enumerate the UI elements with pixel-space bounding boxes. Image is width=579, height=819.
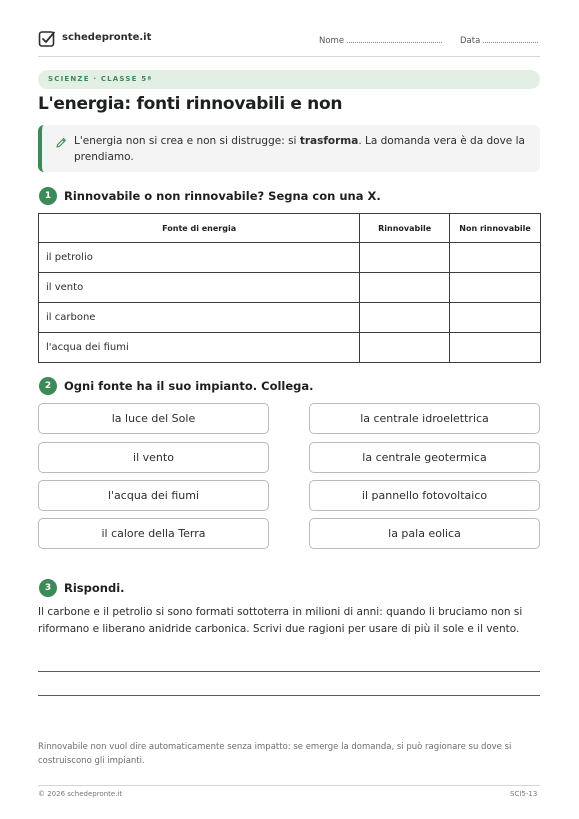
column-header: Fonte di energia	[39, 214, 360, 243]
match-source-box[interactable]: il vento	[38, 442, 269, 473]
note-text-part: . La domanda vera è da dove la prendiamo.	[74, 135, 525, 163]
table-row	[39, 303, 541, 333]
renewable-checkbox-cell[interactable]	[360, 333, 450, 363]
question-text: Il carbone e il petrolio si sono formati sottoterra in milioni di anni: quando li bruciamo non si riformano e liberano anidride carbonica. Scrivi due ragioni per usare di più il sole e il vento.	[38, 606, 523, 635]
footer-divider	[38, 785, 540, 786]
note-text-part: L'energia non si crea e non si distrugge: si	[74, 135, 300, 147]
brand-name: schedepronte.it	[62, 32, 152, 43]
subject-tag: SCIENZE · CLASSE 5ª	[48, 75, 153, 83]
renewable-checkbox-cell[interactable]	[360, 303, 450, 333]
non-renewable-checkbox-cell[interactable]	[450, 273, 541, 303]
column-header: Non rinnovabile	[450, 214, 541, 243]
match-source-box[interactable]: l'acqua dei fiumi	[38, 480, 269, 511]
section-title: Ogni fonte ha il suo impianto. Collega.	[64, 379, 314, 393]
match-plant-box[interactable]: la centrale idroelettrica	[309, 403, 540, 434]
match-plant-box[interactable]: la pala eolica	[309, 518, 540, 549]
answer-line[interactable]	[38, 671, 540, 672]
renewable-checkbox-cell[interactable]	[360, 243, 450, 273]
checkbox-logo-icon	[38, 30, 56, 48]
match-plant-box[interactable]: la centrale geotermica	[309, 442, 540, 473]
classification-table	[38, 213, 541, 363]
page-title: L'energia: fonti rinnovabili e non	[38, 94, 343, 114]
worksheet-code: SCI5-13	[510, 790, 538, 798]
column-header: Rinnovabile	[360, 214, 450, 243]
non-renewable-checkbox-cell[interactable]	[450, 303, 541, 333]
section-title: Rispondi.	[64, 581, 125, 595]
note-text-bold: trasforma	[299, 135, 359, 147]
section-number-badge: 3	[39, 579, 57, 597]
match-plant-box[interactable]: il pannello fotovoltaico	[309, 480, 540, 511]
source-cell: il petrolio	[39, 243, 360, 273]
name-label: Nome	[319, 36, 345, 46]
footer-copyright: © 2026 schedepronte.it	[38, 790, 123, 798]
source-cell: l'acqua dei fiumi	[39, 333, 360, 363]
table-row	[39, 273, 541, 303]
intro-note-text	[74, 133, 529, 165]
section-number-badge: 2	[39, 377, 57, 395]
source-cell: il vento	[39, 273, 360, 303]
renewable-checkbox-cell[interactable]	[360, 273, 450, 303]
match-source-box[interactable]: la luce del Sole	[38, 403, 269, 434]
date-label: Data	[460, 36, 481, 46]
table-row	[39, 243, 541, 273]
answer-line[interactable]	[38, 695, 540, 696]
header-divider	[38, 56, 540, 57]
teacher-footnote: Rinnovabile non vuol dire automaticamente senza impatto: se emerge la domanda, si può ragionare su dove si costruiscono gli impianti.	[38, 742, 512, 766]
non-renewable-checkbox-cell[interactable]	[450, 243, 541, 273]
match-source-box[interactable]: il calore della Terra	[38, 518, 269, 549]
non-renewable-checkbox-cell[interactable]	[450, 333, 541, 363]
section-title: Rinnovabile o non rinnovabile? Segna con una X.	[64, 189, 381, 203]
pencil-icon	[55, 137, 67, 149]
name-field[interactable]	[319, 35, 442, 46]
table-row	[39, 333, 541, 363]
source-cell: il carbone	[39, 303, 360, 333]
date-field[interactable]	[460, 35, 538, 46]
section-number-badge: 1	[39, 187, 57, 205]
